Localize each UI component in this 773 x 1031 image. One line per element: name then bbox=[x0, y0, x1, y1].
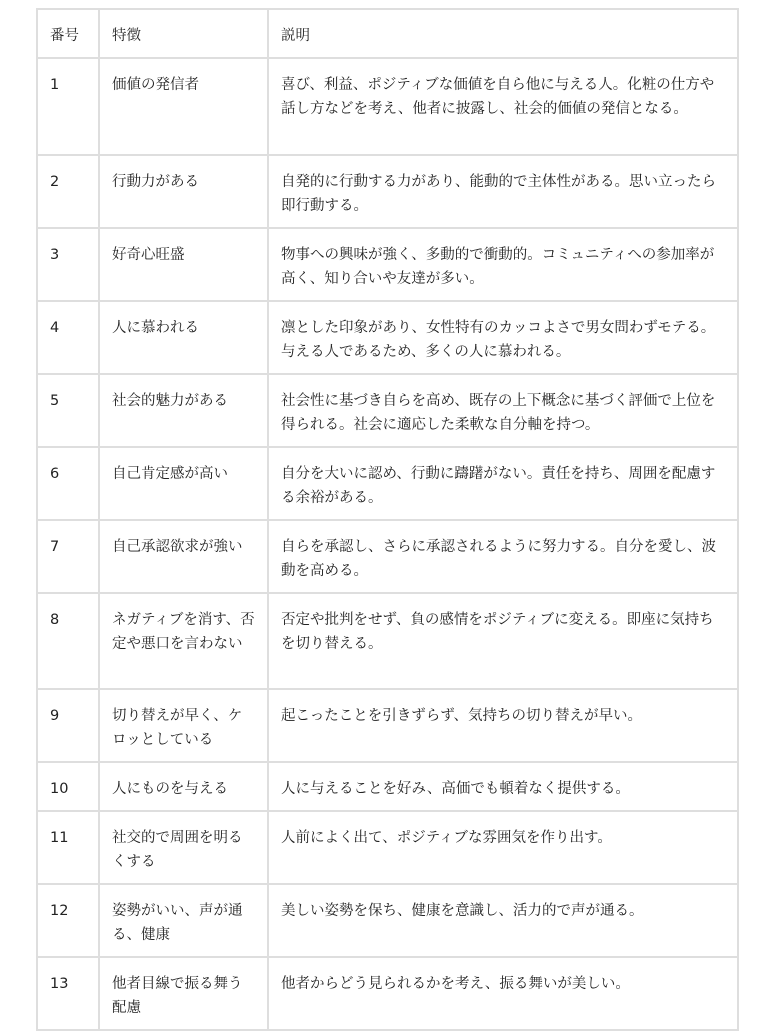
row-description: 物事への興味が強く、多動的で衝動的。コミュニティへの参加率が高く、知り合いや友達が多い。 bbox=[268, 228, 738, 301]
header-description: 説明 bbox=[268, 9, 738, 58]
table-row bbox=[37, 58, 738, 155]
row-number: 4 bbox=[37, 301, 99, 374]
header-feature: 特徴 bbox=[99, 9, 268, 58]
row-number: 8 bbox=[37, 593, 99, 689]
row-feature: 自己肯定感が高い bbox=[99, 447, 268, 520]
table-row bbox=[37, 228, 738, 301]
row-feature: 価値の発信者 bbox=[99, 58, 268, 155]
table-row bbox=[37, 811, 738, 884]
row-description: 起こったことを引きずらず、気持ちの切り替えが早い。 bbox=[268, 689, 738, 762]
features-table bbox=[36, 8, 739, 1031]
row-number: 2 bbox=[37, 155, 99, 228]
row-description: 社会性に基づき自らを高め、既存の上下概念に基づく評価で上位を得られる。社会に適応した柔軟な自分軸を持つ。 bbox=[268, 374, 738, 447]
row-description: 喜び、利益、ポジティブな価値を自ら他に与える人。化粧の仕方や話し方などを考え、他者に披露し、社会的価値の発信となる。 bbox=[268, 58, 738, 155]
row-description: 否定や批判をせず、負の感情をポジティブに変える。即座に気持ちを切り替える。 bbox=[268, 593, 738, 689]
row-feature: 切り替えが早く、ケロッとしている bbox=[99, 689, 268, 762]
table-row bbox=[37, 155, 738, 228]
row-description: 自分を大いに認め、行動に躊躇がない。責任を持ち、周囲を配慮する余裕がある。 bbox=[268, 447, 738, 520]
row-number: 5 bbox=[37, 374, 99, 447]
row-description: 人前によく出て、ポジティブな雰囲気を作り出す。 bbox=[268, 811, 738, 884]
table-row bbox=[37, 301, 738, 374]
row-number: 7 bbox=[37, 520, 99, 593]
header-row bbox=[37, 9, 738, 58]
row-number: 3 bbox=[37, 228, 99, 301]
row-description: 人に与えることを好み、高価でも頓着なく提供する。 bbox=[268, 762, 738, 811]
row-number: 6 bbox=[37, 447, 99, 520]
row-number: 11 bbox=[37, 811, 99, 884]
row-number: 9 bbox=[37, 689, 99, 762]
row-feature: ネガティブを消す、否定や悪口を言わない bbox=[99, 593, 268, 689]
row-feature: 他者目線で振る舞う配慮 bbox=[99, 957, 268, 1030]
table-row bbox=[37, 884, 738, 957]
row-feature: 社会的魅力がある bbox=[99, 374, 268, 447]
row-number: 13 bbox=[37, 957, 99, 1030]
row-feature: 社交的で周囲を明るくする bbox=[99, 811, 268, 884]
row-description: 自らを承認し、さらに承認されるように努力する。自分を愛し、波動を高める。 bbox=[268, 520, 738, 593]
row-feature: 行動力がある bbox=[99, 155, 268, 228]
row-description: 自発的に行動する力があり、能動的で主体性がある。思い立ったら即行動する。 bbox=[268, 155, 738, 228]
table-row bbox=[37, 762, 738, 811]
row-description: 他者からどう見られるかを考え、振る舞いが美しい。 bbox=[268, 957, 738, 1030]
row-feature: 人に慕われる bbox=[99, 301, 268, 374]
row-number: 10 bbox=[37, 762, 99, 811]
row-description: 美しい姿勢を保ち、健康を意識し、活力的で声が通る。 bbox=[268, 884, 738, 957]
table-row bbox=[37, 593, 738, 689]
row-number: 1 bbox=[37, 58, 99, 155]
row-description: 凛とした印象があり、女性特有のカッコよさで男女問わずモテる。与える人であるため、多くの人に慕われる。 bbox=[268, 301, 738, 374]
table-row bbox=[37, 689, 738, 762]
row-feature: 姿勢がいい、声が通る、健康 bbox=[99, 884, 268, 957]
table-row bbox=[37, 374, 738, 447]
table-row bbox=[37, 957, 738, 1030]
header-number: 番号 bbox=[37, 9, 99, 58]
row-feature: 人にものを与える bbox=[99, 762, 268, 811]
table-row bbox=[37, 447, 738, 520]
row-number: 12 bbox=[37, 884, 99, 957]
table-row bbox=[37, 520, 738, 593]
row-feature: 好奇心旺盛 bbox=[99, 228, 268, 301]
row-feature: 自己承認欲求が強い bbox=[99, 520, 268, 593]
